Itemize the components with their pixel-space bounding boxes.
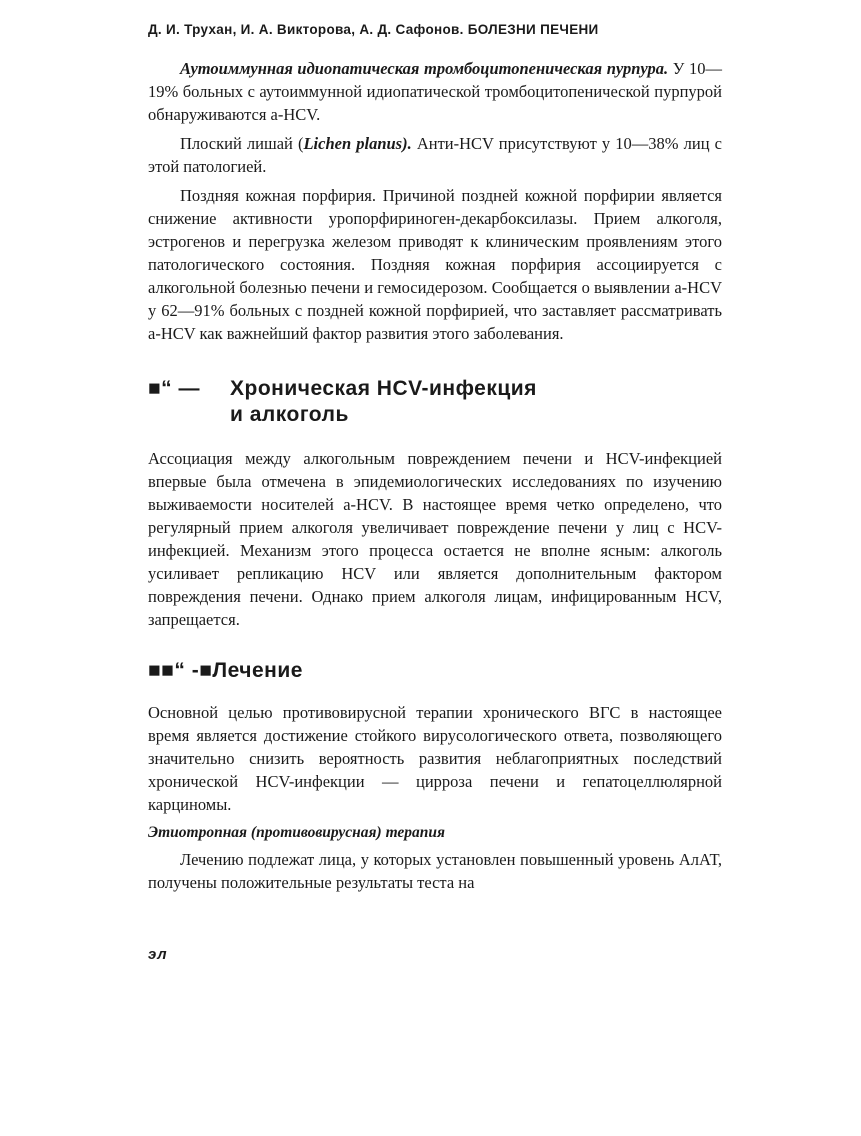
paragraph-porphyria: Поздняя кожная порфирия. Причиной поздней кожной порфирии является снижение активности уропорфириноген-декарбоксилазы. Прием алкоголя, эстрогенов и перегрузка железом приводят к клиническим проявлениям этого патологического состояния. Поздняя кожная порфирия ассоциируется с алкогольной болезнью печени и гемосидерозом. Сообщается о выявлении а-HCV у 62—91% больных с поздней кожной порфирией, что заставляет рассматривать а-HCV как важнейший фактор развития этого заболевания. [148,186,722,343]
page-content [148,22,722,894]
term-lichen-planus: Lichen planus). [303,134,412,153]
paragraph-lichen [148,132,722,178]
section-heading-alcohol [148,376,722,428]
term-itp: Аутоиммунная идиопатическая тромбоцитопеническая пурпура. [180,59,669,78]
section-title-line2: и алкоголь [230,403,349,426]
paragraph-lichen-after: Анти-HCV присутствуют у 10—38% лиц с этой патологией. [148,134,722,176]
subheading-etiotropic: Этиотропная (противовирусная) терапия [148,824,446,841]
section-title-line1: Хроническая HCV-инфекция [230,377,537,400]
paragraph-lichen-before: Плоский лишай ( [180,134,304,153]
section-heading-treatment: ■■“ -■Лечение [148,659,303,682]
paragraph-alcohol: Ассоциация между алкогольным повреждением печени и HCV-инфекцией впервые была отмечена в эпидемиологических исследованиях по изучению выживаемости носителей a-HCV. В настоящее время четко определено, что регулярный прием алкоголя увеличивает повреждение печени у лиц с HCV-инфекцией. Механизм этого процесса остается не вполне ясным: алкоголь усиливает репликацию HCV или является дополнительным фактором повреждения печени. Однако прием алкоголя лицам, инфицированным HCV, запрещается. [148,449,722,629]
paragraph-itp-text: У 10—19% больных с аутоиммунной идиопатической тромбоцитопенической пурпурой обнаруживаются а-HCV. [148,59,722,124]
paragraph-etiotropic: Лечению подлежат лица, у которых установлен повышенный уровень АлАТ, получены положительные результаты теста на [148,850,722,892]
section-title [230,376,537,428]
paragraph-itp [148,57,722,126]
page-folio: эл [148,946,168,963]
section-marker: ■“ — [148,377,201,400]
paragraph-treatment: Основной целью противовирусной терапии хронического ВГС в настоящее время является достижение стойкого вирусологического ответа, позволяющего значительно снизить вероятность развития неблагоприятных последствий хронической HCV-инфекции — цирроза печени и гепатоцеллюлярной карциномы. [148,703,722,814]
running-head: Д. И. Трухан, И. А. Викторова, А. Д. Сафонов. БОЛЕЗНИ ПЕЧЕНИ [148,22,599,37]
